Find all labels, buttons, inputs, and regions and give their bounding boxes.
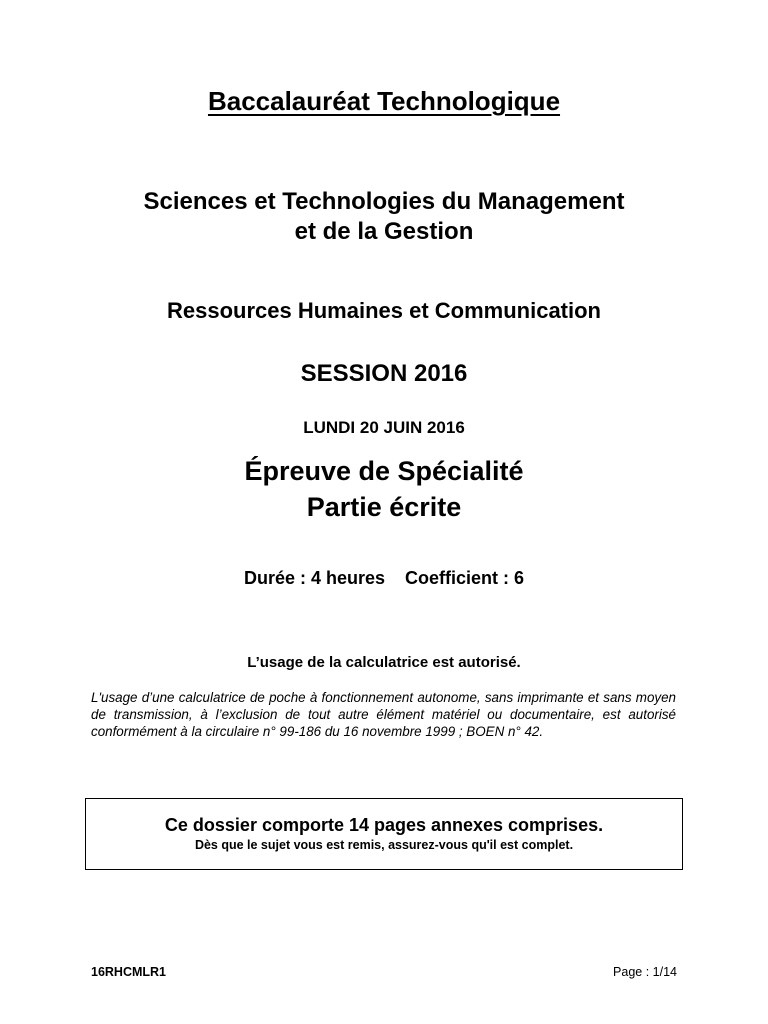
footer-page-number: Page : 1/14 (613, 965, 677, 979)
duration-text: Durée : 4 heures (243, 568, 386, 588)
session-title: SESSION 2016 (300, 360, 468, 387)
completeness-reminder: Dès que le sujet vous est remis, assurez-vous qu'il est complet. (194, 838, 574, 852)
duration-coefficient-row (0, 568, 768, 589)
calculator-notice: L'usage d’une calculatrice de poche à fonctionnement autonome, sans imprimante et sans moyen de transmission, à l’exclusion de tout autre élément matériel ou documentaire, est autorisé conformément à la circulaire n° 99-186 du 16 novembre 1999 ; BOEN n° 42. (91, 690, 676, 739)
speciality-title: Ressources Humaines et Communication (166, 298, 601, 323)
exam-date: LUNDI 20 JUIN 2016 (303, 418, 465, 437)
page-count-text: Ce dossier comporte 14 pages annexes comprises. (164, 815, 604, 835)
footer-code: 16RHCMLR1 (91, 965, 167, 979)
series-title-line-1: Sciences et Technologies du Management (143, 188, 625, 215)
coefficient-text: Coefficient : 6 (405, 568, 525, 588)
epreuve-title-line-2: Partie écrite (306, 492, 462, 522)
calculator-title: L’usage de la calculatrice est autorisé. (247, 654, 521, 671)
series-title-line-2: et de la Gestion (294, 218, 474, 245)
epreuve-title-line-1: Épreuve de Spécialité (244, 456, 524, 486)
main-title: Baccalauréat Technologique (207, 86, 561, 116)
page-count-box (85, 798, 683, 870)
